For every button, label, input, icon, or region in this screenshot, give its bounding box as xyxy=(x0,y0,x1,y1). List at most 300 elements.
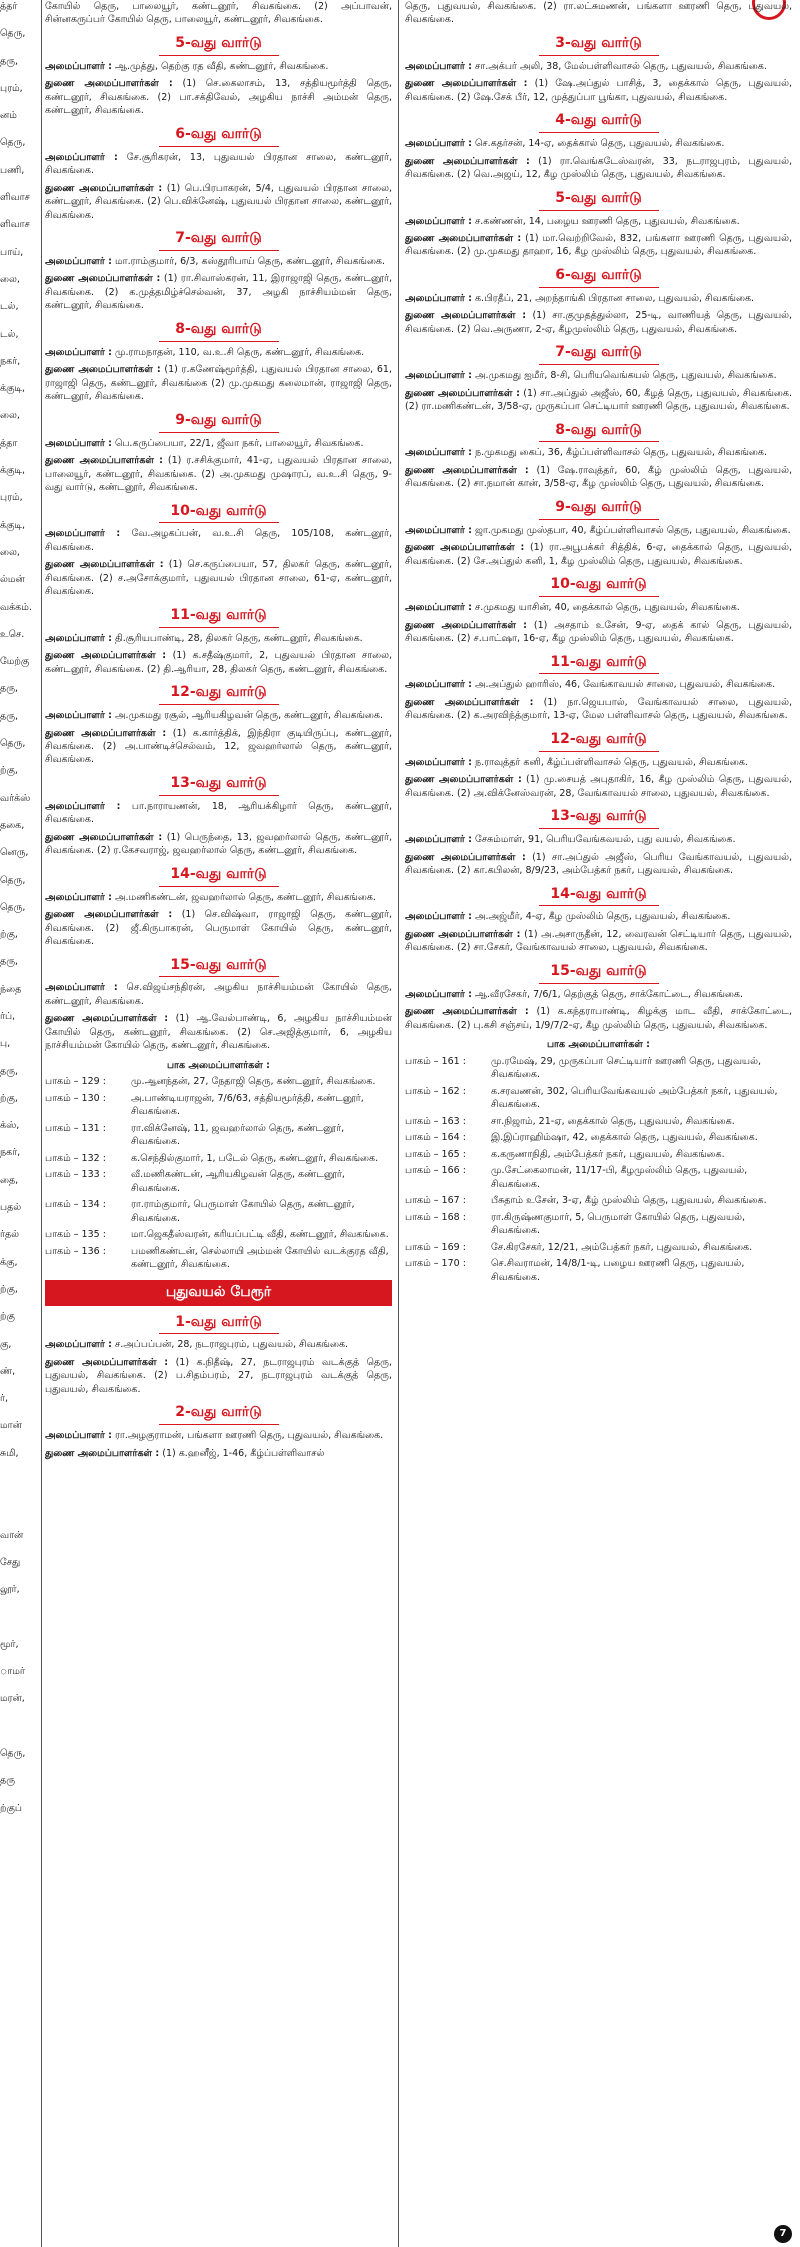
ward-entry xyxy=(405,988,792,1001)
entry-label: துணை அமைப்பாளர்கள் : xyxy=(45,455,163,467)
ward-title: 3-வது வார்டு xyxy=(405,34,792,56)
entry-label: துணை அமைப்பாளர்கள் : xyxy=(405,851,526,863)
entry-text: (1) செ.கருப்பையா, 57, திலகர் தெரு, கண்டனூர், சிவகங்கை. (2) ச.அசோக்குமார், புதுவயல் பிரதான சாலை, 61-ஏ, கண்டனூர், சிவகங்கை. xyxy=(45,559,392,598)
booth-detail: சே.கிரசேகர், 12/21, அம்பேத்கர் நகர், புதுவயல், சிவகங்கை. xyxy=(491,1241,753,1253)
edge-fragment: நகர், xyxy=(0,355,21,367)
ward-block xyxy=(405,962,792,1032)
booth-row xyxy=(45,1245,392,1272)
entry-text: ச.அப்பப்பன், 28, நடராஜபுரம், புதுவயல், சிவகங்கை. xyxy=(114,1339,349,1351)
entry-label: அமைப்பாளர் : xyxy=(405,215,472,227)
entry-label: துணை அமைப்பாளர்கள் : xyxy=(405,310,527,322)
entry-text: (1) மா.வெற்றிவேல், 832, பங்களா ஊரணி தெரு, புதுவயல், சிவகங்கை. (2) மு.முகமது தாஹா, 16, கீழ முஸ்லிம் தெரு, புதுவயல், சிவகங்கை. xyxy=(405,232,792,258)
edge-fragment: தெரு, xyxy=(0,137,26,149)
edge-fragment: பதல் xyxy=(0,1202,22,1214)
booth-detail: மு.சேட்கைலாமன், 11/17-பி, கீழமுஸ்லிம் தெரு, புதுவயல், சிவகங்கை. xyxy=(491,1165,748,1190)
ward-entry xyxy=(405,524,792,537)
ward-entry xyxy=(45,709,392,722)
entry-text: பா.நாராயணன், 18, ஆரியக்கிழார் தெரு, கண்டனூர், சிவகங்கை. xyxy=(45,800,392,826)
ward-block xyxy=(405,111,792,181)
booth-row xyxy=(405,1257,792,1284)
ward-entry xyxy=(405,155,792,182)
entry-label: துணை அமைப்பாளர்கள் : xyxy=(45,182,163,194)
edge-fragment: பணி, xyxy=(0,164,25,176)
right-booths-list xyxy=(405,1055,792,1284)
entry-label: அமைப்பாளர் : xyxy=(45,1339,112,1351)
entry-text: அ.முகமது ஐமீர், 8-சி, பெரியவெங்கயல் தெரு, புதுவயல், சிவகங்கை. xyxy=(474,370,777,382)
entry-label: துணை அமைப்பாளர்கள் : xyxy=(405,542,525,554)
entry-text: (1) ர.கணேஷ்மூர்த்தி, புதுவயல் பிரதான சாலை, 61, ராஜாஜி தெரு, கண்டனூர், சிவகங்கை (2) மு.முகமது கலைமான், ராஜாஜி தெரு, கண்டனூர், சிவகங்கை. xyxy=(45,364,392,403)
ward-title: 10-வது வார்டு xyxy=(45,502,392,524)
ward-entry xyxy=(45,727,392,767)
edge-fragment: பு, xyxy=(0,1038,11,1050)
edge-fragment: லை, xyxy=(0,273,20,285)
ward-title: 2-வது வார்டு xyxy=(45,1403,392,1425)
left-edge-footer: ற்குப் xyxy=(0,1802,22,1814)
entry-text: பெ.கருப்பையா, 22/1, ஜீவா நகர், பாலையூர், சிவகங்கை. xyxy=(114,437,364,449)
entry-text: (1) க.கந்தராபாண்டி, கிழக்கு மாட வீதி, சாக்கோட்டை, சிவகங்கை. (2) பு.கசி சஞ்சய், 1/9/7/2-ஏ, கீழ முஸ்லிம் தெரு, புதுவயல், சிவகங்கை. xyxy=(405,1006,792,1031)
ward-block xyxy=(405,343,792,413)
right-top-text: தெரு, புதுவயல், சிவகங்கை. (2) ரா.லட்சுமணன், பங்களா ஊரணி தெரு, புதுவயல், சிவகங்கை. xyxy=(405,1,792,26)
ward-entry xyxy=(405,696,792,723)
entry-text: ச.முகமது யாசின், 40, தைக்கால் தெரு, புதுவயல், சிவகங்கை. xyxy=(474,602,740,614)
edge-fragment: தை, xyxy=(0,1174,19,1186)
ward-entry xyxy=(45,649,392,676)
ward-entry xyxy=(45,527,392,554)
booth-detail: மு.ரமேஷ், 29, முருகப்பா செட்டியார் ஊரணி தெரு, புதுவயல், சிவகங்கை. xyxy=(491,1055,761,1081)
ward-entry xyxy=(405,446,792,459)
ward-title: 8-வது வார்டு xyxy=(405,421,792,443)
edge-fragment: ர்ப், xyxy=(0,1010,16,1022)
booth-number: பாகம் – 135 : xyxy=(45,1229,106,1241)
edge-fragment: ற்கு, xyxy=(0,929,18,941)
ward-entry xyxy=(405,464,792,491)
edge-fragment: தரு xyxy=(0,1775,15,1787)
ward-entry xyxy=(45,272,392,312)
booth-number: பாகம் – 166 : xyxy=(405,1165,466,1177)
entry-text: ந.ராவுத்தர் கனி, கீழ்ப்பள்ளிவாசல் தெரு, புதுவயல், சிவகங்கை. xyxy=(474,756,748,768)
ward-block xyxy=(45,320,392,404)
entry-label: துணை அமைப்பாளர்கள் : xyxy=(405,619,527,631)
edge-fragment: ளிவாச xyxy=(0,192,30,204)
edge-fragment: ற்கு, xyxy=(0,765,18,777)
entry-label: அமைப்பாளர் : xyxy=(405,138,472,150)
booth-row xyxy=(45,1092,392,1119)
ward-entry xyxy=(45,981,392,1008)
edge-fragment: க்குடி, xyxy=(0,465,26,477)
entry-text: (1) சா.அப்துல் அஜீஸ், பெரிய வேங்காவயல், புதுவயல், சிவகங்கை. (2) கா.கபிலன், 8/9/23, அம்பேத்கர் நகர், புதுவயல், சிவகங்கை. xyxy=(405,851,792,877)
left-edge-fragments xyxy=(0,0,40,1802)
entry-text: (1) ஷே.ராவுத்தர், 60, கீழ் முஸ்லிம் தெரு, புதுவயல், சிவகங்கை. (2) சா.நமான் கான், 3/58-ஏ, கீழ முஸ்லிம் தெரு, புதுவயல், சிவகங்கை. xyxy=(405,464,792,490)
ward-block xyxy=(405,730,792,800)
edge-fragment: ற்கு, xyxy=(0,1092,18,1104)
entry-label: துணை அமைப்பாளர்கள் : xyxy=(45,78,173,90)
ward-entry xyxy=(405,601,792,614)
ward-title: 9-வது வார்டு xyxy=(405,498,792,520)
ward-title: 6-வது வார்டு xyxy=(405,266,792,288)
edge-fragment: தரு, xyxy=(0,55,19,67)
entry-label: அமைப்பாளர் : xyxy=(405,370,472,382)
entry-label: துணை அமைப்பாளர்கள் : xyxy=(45,909,173,921)
entry-label: அமைப்பாளர் : xyxy=(45,800,121,812)
ward-block xyxy=(45,606,392,676)
ward-entry xyxy=(45,346,392,359)
booth-number: பாகம் – 162 : xyxy=(405,1085,466,1097)
entry-text: (1) செ.விஷ்வா, ராஜாஜி தெரு, கண்டனூர், சிவகங்கை. (2) ஜீ.கிருபாகரன், பெருமாள் கோயில் தெரு, கண்டனூர், சிவகங்கை. xyxy=(45,909,392,948)
ward-block xyxy=(45,411,392,495)
booth-number: பாகம் – 170 : xyxy=(405,1258,466,1270)
ward-entry xyxy=(405,137,792,150)
mid-top-text: கோயில் தெரு, பாலையூர், கண்டனூர், சிவகங்கை. (2) அப்பாவன், சின்னகருப்பர் கோயில் தெரு, பாலையூர், கண்டனூர், சிவகங்கை. xyxy=(45,1,392,26)
ward-entry xyxy=(45,1012,392,1052)
entry-text: (1) ரா.வெங்கடேஸ்வரன், 33, நடராஜபுரம், புதுவயல், சிவகங்கை. (2) வெ.அஜய், 12, கீழ முஸ்லிம் தெரு, புதுவயல், சிவகங்கை. xyxy=(405,155,792,181)
ward-entry xyxy=(45,891,392,904)
booth-number: பாகம் – 130 : xyxy=(45,1092,106,1104)
booth-row xyxy=(405,1164,792,1191)
entry-label: அமைப்பாளர் : xyxy=(45,255,112,267)
entry-text: ஜா.முகமது முஸ்தபா, 40, கீழ்ப்பள்ளிவாசல் தெரு, புதுவயல், சிவகங்கை. xyxy=(474,524,791,536)
booth-number: பாகம் – 167 : xyxy=(405,1195,466,1207)
entry-text: (1) ரா.அபூபக்கர் சித்திக், 6-ஏ, தைக்கால் தெரு, புதுவயல், சிவகங்கை. (2) சே.அப்துல் கனி, 1, கீழ முஸ்லிம் தெரு, புதுவயல், சிவகங்கை. xyxy=(405,542,792,567)
entry-text: (1) நா.ஜெயபால், வேங்காவயல் சாலை, புதுவயல், சிவகங்கை. (2) க.அரவிந்த்குமார், 13-ஏ, மேல பள்ளிவாசல் தெரு, புதுவயல், சிவகங்கை. xyxy=(405,696,792,722)
entry-text: (1) பெ.பிரபாகரன், 5/4, புதுவயல் பிரதான சாலை, கண்டனூர், சிவகங்கை. (2) பெ.விக்னேஷ், புதுவயல் பிரதான சாலை, கண்டனூர், சிவகங்கை. xyxy=(45,182,392,221)
entry-text: (1) மு.சையத் அபுதாகிர், 16, கீழ முஸ்லிம் தெரு, புதுவயல், சிவகங்கை. (2) அ.விக்னேஸ்வரன், 28, வேங்காவயல் சாலை, புதுவயல், சிவகங்கை. xyxy=(405,774,792,799)
right-column xyxy=(405,0,792,2247)
edge-fragment: க்கு, xyxy=(0,1256,18,1268)
ward-entry xyxy=(405,678,792,691)
entry-text: (1) க.நிதீஷ், 27, நடராஜபுரம் வடக்குத் தெரு, புதுவயல், சிவகங்கை. (2) ப.சிதம்பரம், 27, நடராஜபுரம் வடக்குத் தெரு, புதுவயல், சிவகங்கை. xyxy=(45,1356,392,1395)
entry-text: (1) அ.அசாருதீன், 12, வைரவன் செட்டியார் தெரு, புதுவயல், சிவகங்கை. (2) சா.சேகர், வேங்காவயல் சாலை, புதுவயல், சிவகங்கை. xyxy=(405,928,792,954)
entry-label: அமைப்பாளர் : xyxy=(405,756,472,768)
entry-label: துணை அமைப்பாளர்கள் : xyxy=(405,78,528,90)
edge-fragment: தரு, xyxy=(0,1065,19,1077)
booth-detail: பமணிகண்டன், செல்லாயி அம்மன் கோயில் வடக்குரத வீதி, கண்டனூர், சிவகங்கை. xyxy=(131,1245,389,1271)
booth-number: பாகம் – 164 : xyxy=(405,1132,466,1144)
edge-fragment: கு, xyxy=(0,1338,12,1350)
entry-label: அமைப்பாளர் : xyxy=(45,151,118,163)
entry-text: செ.விஜய்சந்திரன், அழகிய நாச்சியம்மன் கோயில் தெரு, கண்டனூர், சிவகங்கை. xyxy=(45,982,392,1007)
entry-text: அ.முகமது ரசூல், ஆரியகிழவன் தெரு, கண்டனூர், சிவகங்கை. xyxy=(114,710,384,722)
ward-title: 15-வது வார்டு xyxy=(405,962,792,984)
ward-title: 6-வது வார்டு xyxy=(45,125,392,147)
edge-fragment: தரு, xyxy=(0,683,19,695)
entry-label: துணை அமைப்பாளர்கள் : xyxy=(405,928,521,940)
ward-block xyxy=(45,1403,392,1460)
entry-text: செ.கதர்சன், 14-ஏ, தைக்கால் தெரு, புதுவயல், சிவகங்கை. xyxy=(474,138,725,150)
ward-entry xyxy=(405,773,792,800)
booth-detail: க.கருணாநிதி, அம்பேத்கர் நகர், புதுவயல், சிவகங்கை. xyxy=(491,1148,725,1160)
edge-fragment: சேது xyxy=(0,1556,21,1568)
booth-number: பாகம் – 134 : xyxy=(45,1199,106,1211)
entry-label: துணை அமைப்பாளர்கள் : xyxy=(405,232,522,244)
edge-fragment: ல்மன் xyxy=(0,574,25,586)
ward-title: 8-வது வார்டு xyxy=(45,320,392,342)
ward-block xyxy=(45,1313,392,1397)
ward-entry xyxy=(405,541,792,568)
ward-entry xyxy=(405,619,792,646)
booth-number: பாகம் – 165 : xyxy=(405,1148,466,1160)
booth-detail: ரா.விக்னேஷ், 11, ஜவஹர்லால் தெரு, கண்டனூர், சிவகங்கை. xyxy=(131,1122,345,1148)
ward-block xyxy=(405,266,792,336)
booth-row xyxy=(45,1198,392,1225)
entry-label: அமைப்பாளர் : xyxy=(45,346,112,358)
mid-wards-list xyxy=(45,34,392,1053)
entry-label: அமைப்பாளர் : xyxy=(405,911,472,923)
ward-entry xyxy=(405,833,792,846)
entry-label: அமைப்பாளர் : xyxy=(45,528,121,540)
entry-label: அமைப்பாளர் : xyxy=(405,988,472,1000)
ward-block xyxy=(405,421,792,491)
ward-entry xyxy=(45,558,392,598)
edge-fragment: மூர், xyxy=(0,1638,19,1650)
entry-label: துணை அமைப்பாளர்கள் : xyxy=(405,696,534,708)
ward-entry xyxy=(405,309,792,336)
edge-fragment: லை, xyxy=(0,410,20,422)
ward-entry xyxy=(45,1429,392,1442)
entry-text: மா.ராம்குமார், 6/3, கஸ்தூரிபாய் தெரு, கண்டனூர், சிவகங்கை. xyxy=(114,255,386,267)
edge-fragment: தெரு, xyxy=(0,28,26,40)
entry-text: ஆ.வீரசேகர், 7/6/1, தெற்குத் தெரு, சாக்கோட்டை, சிவகங்கை. xyxy=(474,988,743,1000)
ward-entry xyxy=(45,1338,392,1351)
entry-text: ஆ.முத்து, தெற்கு ரத வீதி, கண்டனூர், சிவகங்கை. xyxy=(114,60,329,72)
entry-text: அ.அஜ்மீர், 4-ஏ, கீழ முஸ்லிம் தெரு, புதுவயல், சிவகங்கை. xyxy=(474,911,731,923)
ward-entry xyxy=(45,1356,392,1396)
entry-text: (1) அசதாம் உசேன், 9-ஏ, தைக் கால் தெரு, புதுவயல், சிவகங்கை. (2) ச.பாட்ஷா, 16-ஏ, கீழ முஸ்லிம் தெரு, புதுவயல், சிவகங்கை. xyxy=(405,619,792,645)
booth-detail: வீ.மணிகண்டன், ஆரியகிழவன் தெரு, கண்டனூர், சிவகங்கை. xyxy=(131,1169,345,1194)
entry-label: துணை அமைப்பாளர்கள் : xyxy=(45,273,161,285)
edge-fragment: னம் xyxy=(0,110,17,122)
booth-row xyxy=(405,1241,792,1254)
entry-text: (1) பெருந்தை, 13, ஜவஹர்லால் தெரு, கண்டனூர், சிவகங்கை. (2) ர.கேசவராஜ், ஜவஹர்லால் தெரு, கண்டனூர், சிவகங்கை. xyxy=(45,831,392,857)
edge-fragment: பாய், xyxy=(0,246,24,258)
entry-text: (1) ஷே.அப்துல் பாசித், 3, தைக்கால் தெரு, புதுவயல், சிவகங்கை. (2) ஷே.சேக் பீர், 12, முத்துப்பா பூங்கா, புதுவயல், சிவகங்கை. xyxy=(405,78,792,103)
entry-label: அமைப்பாளர் : xyxy=(405,602,472,614)
ward-block xyxy=(45,956,392,1053)
ward-entry xyxy=(405,292,792,305)
middle-column xyxy=(45,0,392,2247)
booth-detail: ரா.ராம்குமார், பெருமாள் கோயில் தெரு, கண்டனூர், சிவகங்கை. xyxy=(131,1199,355,1224)
booth-row xyxy=(405,1211,792,1238)
booth-number: பாகம் – 136 : xyxy=(45,1245,106,1257)
entry-label: துணை அமைப்பாளர்கள் : xyxy=(45,1447,160,1459)
edge-fragment: நகர், xyxy=(0,1147,21,1159)
right-booth-section-title: பாக அமைப்பாளர்கள் : xyxy=(546,1039,650,1051)
ward-block xyxy=(405,189,792,259)
ward-block xyxy=(405,575,792,645)
entry-text: அ.மணிகண்டன், ஜவஹர்லால் தெரு, கண்டனூர், சிவகங்கை. xyxy=(114,891,376,903)
ward-entry xyxy=(405,60,792,73)
ward-block xyxy=(405,885,792,955)
entry-label: அமைப்பாளர் : xyxy=(45,891,112,903)
ward-entry xyxy=(45,454,392,494)
ward-entry xyxy=(45,908,392,948)
edge-fragment: வர்க்ஸ் xyxy=(0,792,31,804)
ward-block xyxy=(405,498,792,568)
ward-entry xyxy=(45,77,392,117)
booth-detail: மா.ஜெகதீஸ்வரன், கரியப்பட்டி வீதி, கண்டனூர், சிவகங்கை. xyxy=(131,1229,389,1241)
entry-label: துணை அமைப்பாளர்கள் : xyxy=(45,650,167,662)
edge-fragment: ர்தல் xyxy=(0,1229,20,1241)
ward-title: 10-வது வார்டு xyxy=(405,575,792,597)
entry-text: க.பிரதீப், 21, அறந்தாங்கி பிரதான சாலை, புதுவயல், சிவகங்கை. xyxy=(474,292,755,304)
entry-label: துணை அமைப்பாளர்கள் : xyxy=(405,1006,529,1018)
entry-text: வே.அழகப்பன், வ.உ.சி தெரு, 105/108, கண்டனூர், சிவகங்கை. xyxy=(45,528,392,553)
edge-fragment: சுமி, xyxy=(0,1447,19,1459)
booth-row xyxy=(405,1085,792,1112)
section-banner: புதுவயல் பேரூர் xyxy=(45,1280,392,1306)
booth-number: பாகம் – 168 : xyxy=(405,1211,466,1223)
booth-number: பாகம் – 133 : xyxy=(45,1169,106,1181)
entry-text: தி.சூரியபாண்டி, 28, திலகர் தெரு, கண்டனூர், சிவகங்கை. xyxy=(114,632,363,644)
ward-block xyxy=(45,683,392,767)
entry-label: அமைப்பாளர் : xyxy=(405,60,472,72)
booth-row xyxy=(405,1055,792,1082)
edge-fragment: மேற்கு xyxy=(0,656,30,668)
ward-entry xyxy=(405,369,792,382)
booth-number: பாகம் – 129 : xyxy=(45,1076,106,1088)
booth-detail: பீசுதாம் உசேன், 3-ஏ, கீழ் முஸ்லிம் தெரு, புதுவயல், சிவகங்கை. xyxy=(491,1195,767,1207)
edge-fragment: டல், xyxy=(0,328,19,340)
booth-detail: மு.ஆனந்தன், 27, நேதாஜி தெரு, கண்டனூர், சிவகங்கை. xyxy=(131,1076,376,1088)
edge-fragment: க்குடி, xyxy=(0,383,26,395)
edge-fragment: க்ஸ், xyxy=(0,1120,20,1132)
ward-title: 1-வது வார்டு xyxy=(45,1313,392,1335)
entry-text: சா.அக்பர் அலி, 38, மேல்பள்ளிவாசல் தெரு, புதுவயல், சிவகங்கை. xyxy=(474,60,767,72)
mid-booth-section-title: பாக அமைப்பாளர்கள் : xyxy=(166,1059,270,1071)
ward-block xyxy=(405,34,792,104)
entry-label: அமைப்பாளர் : xyxy=(405,679,472,691)
entry-text: மு.ராமநாதன், 110, வ.உ.சி தெரு, கண்டனூர், சிவகங்கை. xyxy=(114,346,365,358)
entry-label: அமைப்பாளர் : xyxy=(405,447,472,459)
edge-fragment xyxy=(0,1720,40,1747)
ward-entry xyxy=(45,60,392,73)
edge-fragment: க்குடி, xyxy=(0,519,26,531)
booth-row xyxy=(45,1152,392,1165)
ward-entry xyxy=(45,831,392,858)
ward-entry xyxy=(405,851,792,878)
edge-fragment: தெரு, xyxy=(0,874,26,886)
ward-block xyxy=(405,653,792,723)
ward-title: 5-வது வார்டு xyxy=(405,189,792,211)
ward-title: 14-வது வார்டு xyxy=(45,865,392,887)
entry-label: துணை அமைப்பாளர்கள் : xyxy=(405,155,530,167)
edge-fragment: ற்கு, xyxy=(0,1283,18,1295)
entry-text: (1) சா.குமுதத்துல்லா, 25-டி, வாணியத் தெரு, புதுவயல், சிவகங்கை. (2) வெ.அருணா, 2-ஏ, கீழமுஸ்லிம் தெரு, புதுவயல், சிவகங்கை. xyxy=(405,310,792,335)
booth-row xyxy=(45,1122,392,1149)
edge-fragment: தரு, xyxy=(0,710,19,722)
edge-fragment: தெரு, xyxy=(0,1748,26,1759)
ward-title: 7-வது வார்டு xyxy=(45,229,392,251)
edge-fragment: ாமர் xyxy=(0,1666,25,1678)
booth-row xyxy=(405,1131,792,1144)
entry-text: (1) ரா.சிவாஸ்கரன், 11, இராஜாஜி தெரு, கண்டனூர், சிவகங்கை. (2) க.முத்தமிழ்ச்செல்வன், 37, அழகி நாச்சியம்மன் தெரு, கண்டனூர், சிவகங்கை. xyxy=(45,273,392,312)
entry-label: அமைப்பாளர் : xyxy=(45,1430,112,1442)
ward-block xyxy=(405,807,792,877)
booth-row xyxy=(45,1168,392,1195)
edge-fragment: ளிவாச xyxy=(0,219,30,231)
page-number: 7 xyxy=(774,2225,792,2243)
ward-entry xyxy=(45,182,392,222)
ward-entry xyxy=(405,910,792,923)
ward-block xyxy=(45,34,392,118)
entry-label: துணை அமைப்பாளர்கள் : xyxy=(45,364,161,376)
entry-text: ச.கண்ணன், 14, பழைய ஊரணி தெரு, புதுவயல், சிவகங்கை. xyxy=(474,215,740,227)
booth-number: பாகம் – 169 : xyxy=(405,1241,466,1253)
booth-number: பாகம் – 161 : xyxy=(405,1055,466,1067)
ward-entry xyxy=(405,387,792,414)
ward-entry xyxy=(45,363,392,403)
entry-label: துணை அமைப்பாளர்கள் : xyxy=(405,774,522,786)
booth-detail: அ.பாண்டியராஜன், 7/6/63, சத்தியமூர்த்தி, கண்டனூர், சிவகங்கை. xyxy=(131,1092,364,1118)
entry-text: (1) சா.அப்துல் அஜீஸ், 60, கீழத் தெரு, புதுவயல், சிவகங்கை. (2) ரா.மணிகண்டன், 3/58-ஏ, முருகப்பா செட்டியார் ஊரணி தெரு, புதுவயல், சிவகங்கை. xyxy=(405,387,792,413)
left-edge-column xyxy=(0,0,40,2247)
right-wards-list xyxy=(405,34,792,1032)
column-divider xyxy=(41,0,42,2247)
edge-fragment: ற்கு xyxy=(0,1311,15,1323)
entry-label: அமைப்பாளர் : xyxy=(45,60,112,72)
entry-label: துணை அமைப்பாளர்கள் : xyxy=(45,831,163,843)
edge-fragment: ந்தை xyxy=(0,983,22,995)
edge-fragment: தெரு, xyxy=(0,738,26,750)
entry-label: அமைப்பாளர் : xyxy=(405,834,472,846)
edge-fragment: டல், xyxy=(0,301,19,313)
ward-entry xyxy=(405,77,792,104)
entry-label: துணை அமைப்பாளர்கள் : xyxy=(405,387,520,399)
booth-row xyxy=(45,1228,392,1241)
ward-entry xyxy=(45,800,392,827)
booth-detail: செ.சிவராமன், 14/8/1-டி, பழைய ஊரணி தெரு, புதுவயல், சிவகங்கை. xyxy=(491,1258,745,1283)
ward-entry xyxy=(45,255,392,268)
edge-fragment xyxy=(0,1474,40,1501)
entry-text: அ.அப்துல் ஹாரிஸ், 46, வேங்காவயல் சாலை, புதுவயல், சிவகங்கை. xyxy=(474,679,776,691)
entry-label: துணை அமைப்பாளர்கள் : xyxy=(45,1356,169,1368)
entry-label: அமைப்பாளர் : xyxy=(405,292,472,304)
entry-text: (1) க.கார்த்திக், இந்திரா குடியிருப்பு, கண்டனூர், சிவகங்கை. (2) அ.பாண்டிச்செல்வம், 12, ஜவஹர்லால் தெரு, கண்டனூர், சிவகங்கை. xyxy=(45,727,392,766)
booth-row xyxy=(405,1115,792,1128)
edge-fragment: வக்கம். xyxy=(0,601,32,613)
edge-fragment: த்தர் xyxy=(0,1,18,12)
ward-entry xyxy=(405,232,792,259)
entry-text: ந.முகமது கைப், 36, கீழ்ப்பள்ளிவாசல் தெரு, புதுவயல், சிவகங்கை. xyxy=(474,447,767,459)
ward-entry xyxy=(405,928,792,955)
edge-fragment: உசெ. xyxy=(0,628,25,640)
ward-entry xyxy=(45,151,392,178)
ward-title: 14-வது வார்டு xyxy=(405,885,792,907)
entry-text: (1) க.ஹனீஜ், 1-46, கீழ்ப்பள்ளிவாசல் xyxy=(162,1447,325,1459)
edge-fragment: னெரு, xyxy=(0,847,29,859)
edge-fragment: தகை, xyxy=(0,819,25,831)
booth-detail: க.சரவணன், 302, பெரியவேங்கவயல் அம்பேத்கர் நகர், புதுவயல், சிவகங்கை. xyxy=(491,1085,778,1111)
ward-entry xyxy=(45,632,392,645)
ward-title: 12-வது வார்டு xyxy=(405,730,792,752)
entry-label: துணை அமைப்பாளர்கள் : xyxy=(45,727,167,739)
ward-title: 4-வது வார்டு xyxy=(405,111,792,133)
entry-label: அமைப்பாளர் : xyxy=(45,437,112,449)
edge-fragment: புரம், xyxy=(0,492,23,504)
edge-fragment xyxy=(0,1501,40,1528)
booth-detail: க.செந்தில்குமார், 1, படேல் தெரு, கண்டனூர், சிவகங்கை. xyxy=(131,1152,379,1164)
ward-title: 15-வது வார்டு xyxy=(45,956,392,978)
edge-fragment: ர், xyxy=(0,1393,8,1405)
ward-entry xyxy=(405,215,792,228)
ward-block xyxy=(45,229,392,313)
ward-title: 13-வது வார்டு xyxy=(45,774,392,796)
ward-title: 13-வது வார்டு xyxy=(405,807,792,829)
entry-text: (1) செ.கைலாசம், 13, சத்தியமூர்த்தி தெரு, கண்டனூர், சிவகங்கை. (2) பா.சக்திவேல், அழகிய நாச்சி அம்மன் தெரு, கண்டனூர், சிவகங்கை. xyxy=(45,78,392,117)
ward-title: 11-வது வார்டு xyxy=(45,606,392,628)
edge-fragment: தெரு, xyxy=(0,901,26,913)
entry-label: துணை அமைப்பாளர்கள் : xyxy=(405,464,529,476)
booth-number: பாகம் – 132 : xyxy=(45,1152,106,1164)
